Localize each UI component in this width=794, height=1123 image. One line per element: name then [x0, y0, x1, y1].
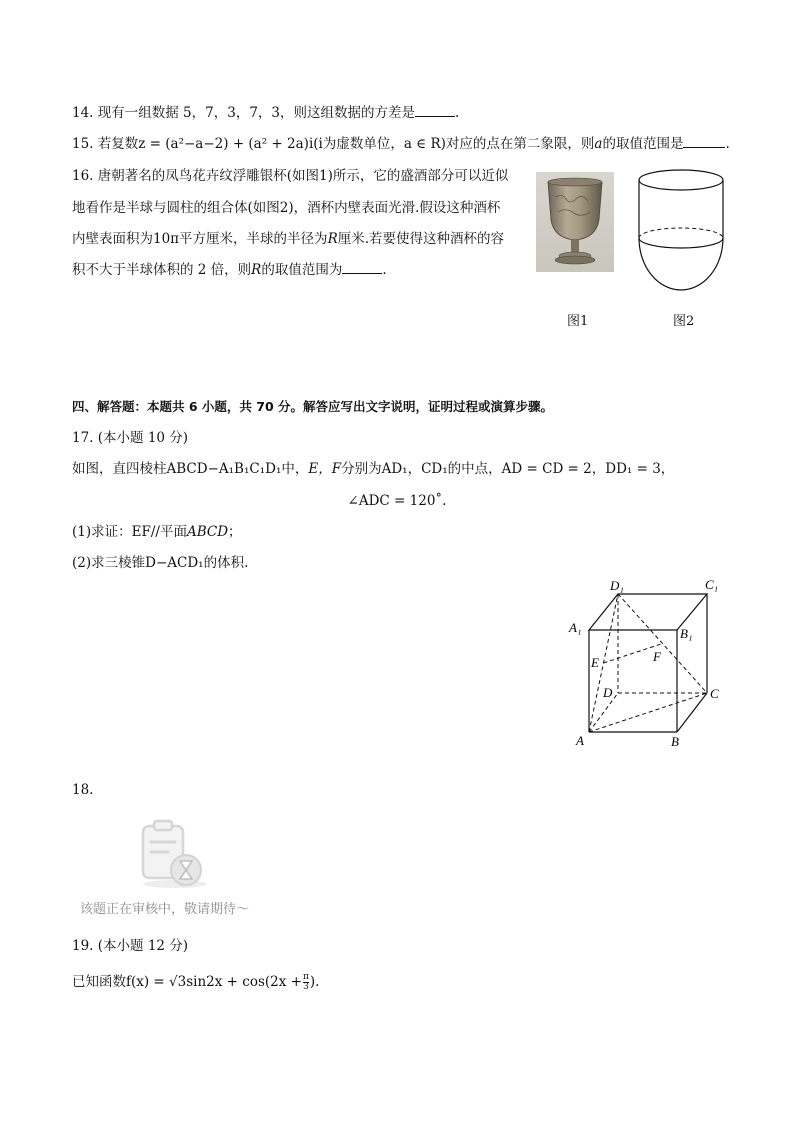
question-16-line-1: 16. 唐朝著名的凤鸟花卉纹浮雕银杯(如图1)所示，它的盛酒部分可以近似 [72, 168, 509, 184]
q16-l4-var: R [251, 262, 262, 278]
label-E: E [591, 655, 599, 670]
question-17-part-2: (2)求三棱锥D−ACD₁的体积. [72, 555, 249, 571]
answer-blank [342, 260, 382, 274]
question-15-var: a [594, 136, 603, 152]
label-D1: D₁ [610, 578, 624, 593]
question-14-text: 14. 现有一组数据 5，7，3，7，3，则这组数据的方差是 [72, 105, 415, 121]
figure-2-caption: 图2 [673, 314, 695, 329]
question-18-number: 18. [72, 782, 94, 798]
question-15-suffix: 的取值范围是 [602, 136, 684, 152]
figure-1-caption: 图1 [567, 314, 589, 329]
label-D: D [603, 685, 613, 700]
under-review-clipboard-icon [140, 818, 210, 890]
question-19-header: 19. (本小题 12 分) [72, 938, 189, 954]
figure-1-silver-cup [536, 172, 614, 272]
q16-l4-post: 的取值范围为 [261, 262, 343, 278]
label-C1: C₁ [705, 577, 719, 592]
q17-p1-pre: (1)求证：EF//平面 [72, 524, 187, 540]
question-17-line-1 [72, 459, 674, 479]
question-19-text [72, 972, 319, 992]
label-B: B [671, 734, 679, 749]
label-F: F [653, 649, 661, 664]
prism-diagram [560, 575, 740, 755]
q17-l1-ef: E，F [308, 461, 342, 477]
figure-2-cup-diagram [637, 168, 727, 293]
answer-blank [415, 103, 455, 117]
question-17-part-1 [72, 522, 242, 542]
question-17-header: 17. (本小题 10 分) [72, 430, 189, 446]
label-B1: B₁ [680, 626, 693, 641]
label-A1: A₁ [569, 620, 582, 635]
question-15-prefix: 15. 若复数z = (a²−a−2) + (a² + 2a)i(i为虚数单位，a ∈ R)对应的点在第二象限，则 [72, 136, 595, 152]
q16-l3-post: 厘米.若要使得这种酒杯的容 [337, 231, 505, 247]
q17-l1-pre: 如图，直四棱柱ABCD−A₁B₁C₁D₁中， [72, 461, 309, 477]
q17-l1-post: 分别为AD₁，CD₁的中点，AD = CD = 2，DD₁ = 3， [341, 461, 675, 477]
question-17-angle: ∠ADC = 120˚. [347, 493, 447, 509]
q17-p1-var: ABCD [186, 524, 229, 540]
label-C: C [710, 686, 719, 701]
q16-l4-pre: 积不大于半球体积的 2 倍，则 [72, 262, 252, 278]
q17-p1-post: ； [228, 524, 242, 540]
question-16-line-3 [72, 229, 504, 249]
answer-blank [683, 134, 725, 148]
q16-l3-var: R [327, 231, 338, 247]
section-4-heading: 四、解答题：本题共 6 小题，共 70 分。解答应写出文字说明，证明过程或演算步骤。 [72, 399, 554, 414]
q19-text-post: ). [309, 974, 320, 990]
q16-l3-pre: 内壁表面积为10π平方厘米，半球的半径为 [72, 231, 328, 247]
label-A: A [576, 733, 584, 748]
q19-text-pre: 已知函数f(x) = √3sin2x + cos(2x + [72, 974, 302, 990]
under-review-notice: 该题正在审核中，敬请期待～ [80, 902, 250, 917]
question-16-line-4: 积不大于半球体积的 2 倍，则R的取值范围为 . [72, 262, 387, 278]
question-16-line-2: 地看作是半球与圆柱的组合体(如图2)，酒杯内壁表面光滑.假设这种酒杯 [72, 200, 501, 216]
question-15: 15. 若复数z = (a²−a−2) + (a² + 2a)i(i为虚数单位，a ∈ R)对应的点在第二象限，则a的取值范围是 . [72, 136, 730, 152]
fraction-pi-over-3: $\frac{\pi}{3}$ [302, 972, 309, 992]
question-14: 14. 现有一组数据 5，7，3，7，3，则这组数据的方差是 . [72, 105, 460, 121]
